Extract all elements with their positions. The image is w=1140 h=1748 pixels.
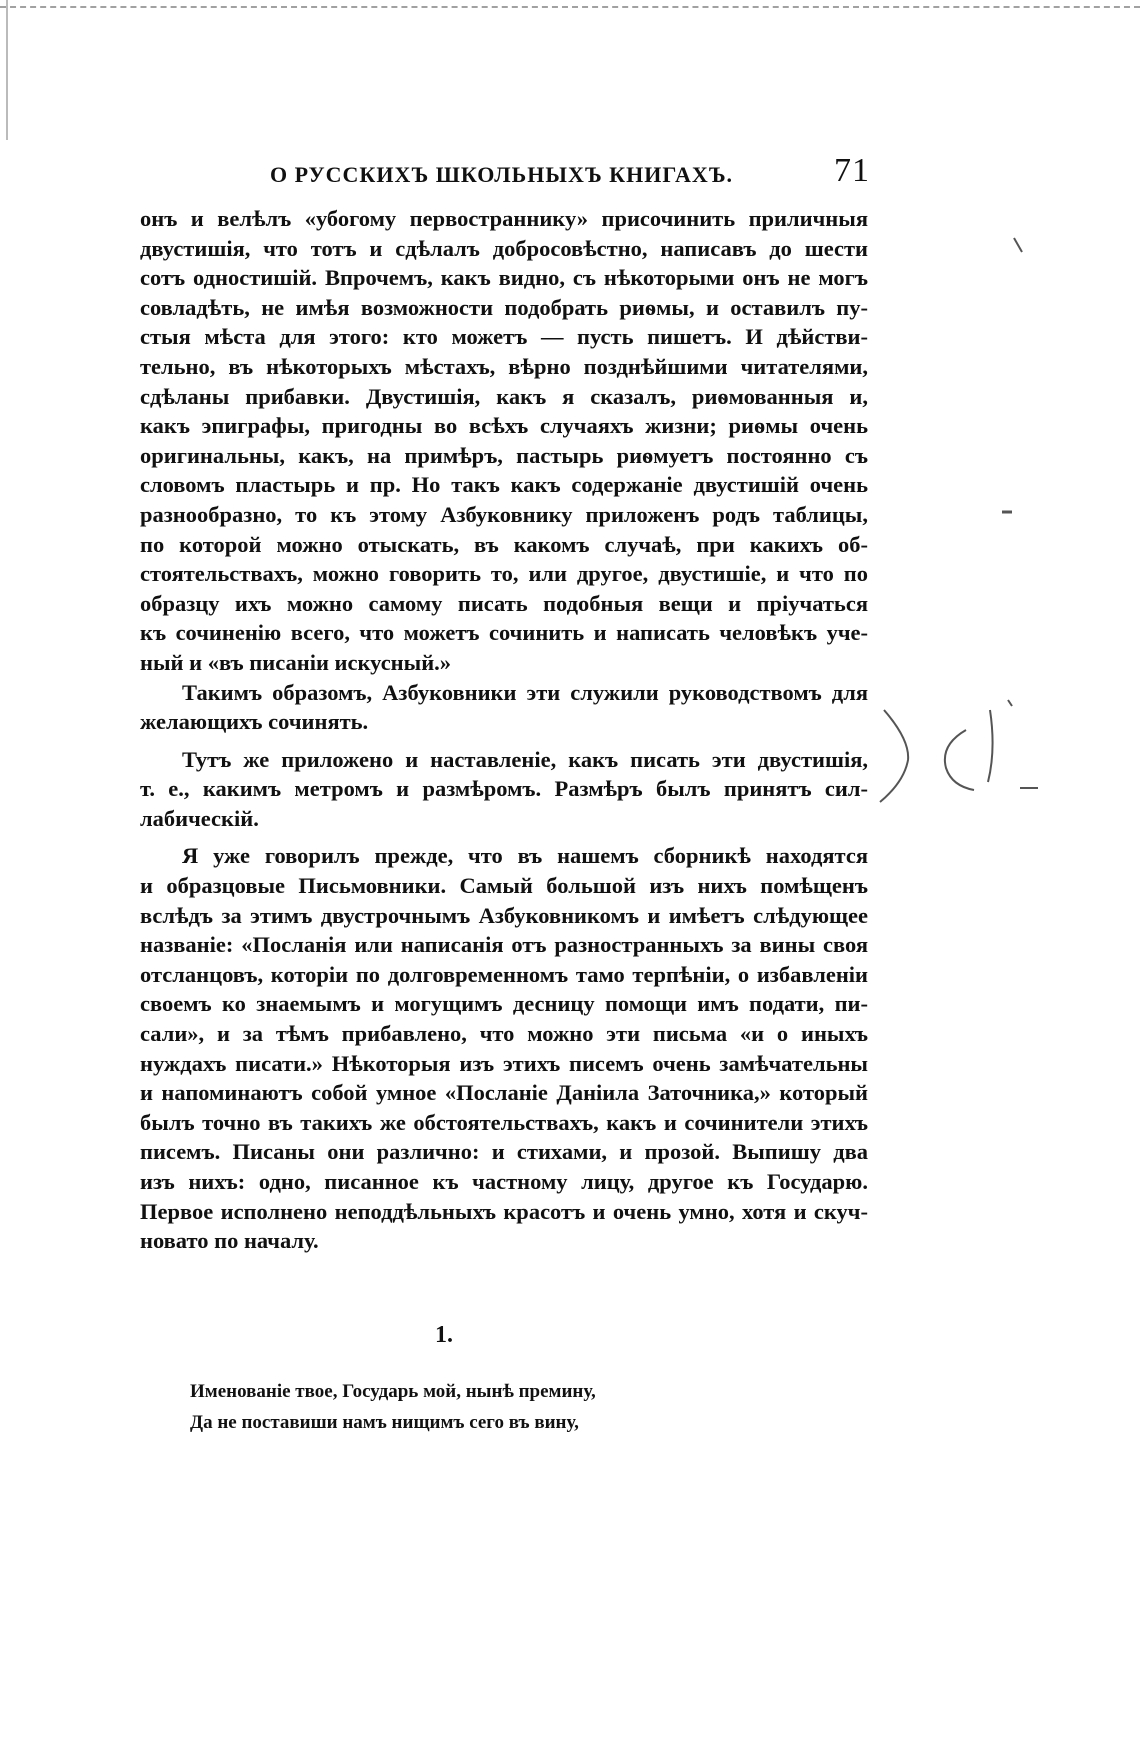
margin-tick-icon <box>1012 236 1026 256</box>
running-title: О РУССКИХЪ ШКОЛЬНЫХЪ КНИГАХЪ. <box>270 162 734 187</box>
text-line: Первое исполнено неподдѣльныхъ красотъ и очень умно, хотя и скуч- <box>140 1198 868 1224</box>
scan-edge-top <box>0 6 1140 8</box>
text-line: ный и «въ писаніи искусный.» <box>140 649 452 675</box>
text-line: названіе: «Посланія или написанія отъ разностранныхъ за вины своя <box>140 932 868 958</box>
text-line: стоятельствахъ, можно говорить то, или другое, двустишіе, и что по <box>140 561 868 587</box>
text-line: Такимъ образомъ, Азбуковники эти служили руководствомъ для <box>182 679 868 705</box>
text-line: словомъ пластырь и пр. Но такъ какъ содержаніе двустишій очень <box>140 472 868 498</box>
section-number: 1. <box>435 1322 453 1348</box>
paragraph-gap <box>140 737 868 745</box>
page-number: 71 <box>834 152 870 189</box>
text-line: изъ нихъ: одно, писанное къ частному лицу, другое къ Государю. <box>140 1169 868 1194</box>
pencil-marginalia-icon <box>870 690 1070 820</box>
text-line: онъ и велѣлъ «убогому первостраннику» присочинить приличныя <box>140 206 868 231</box>
margin-dash-icon <box>1000 508 1014 516</box>
text-line: совладѣть, не имѣя возможности подобрать риѳмы, и оставилъ пу- <box>140 294 868 320</box>
text-line: разнообразно, то къ этому Азбуковнику приложенъ родъ таблицы, <box>140 501 868 527</box>
text-line: тельно, въ нѣкоторыхъ мѣстахъ, вѣрно позднѣйшими читателями, <box>140 353 868 379</box>
text-line: и образцовые Письмовники. Самый большой изъ нихъ помѣщенъ <box>140 873 868 899</box>
text-line: двустишія, что тотъ и сдѣлалъ добросовѣстно, написавъ до шести <box>140 235 868 261</box>
text-line: писемъ. Писаны они различно: и стихами, и прозой. Выпишу два <box>140 1139 868 1165</box>
text-line: Тутъ же приложено и наставленіе, какъ писать эти двустишія, <box>182 746 868 772</box>
text-line: по которой можно отыскать, въ какомъ случаѣ, при какихъ об- <box>140 531 868 557</box>
text-line: къ сочиненію всего, что можетъ сочинить и написать человѣкъ уче- <box>140 620 868 646</box>
scan-edge-left <box>6 0 8 140</box>
paragraph-gap <box>140 833 868 841</box>
verse-block <box>190 1376 660 1438</box>
text-line: сдѣланы прибавки. Двустишія, какъ я сказалъ, риѳмованныя и, <box>140 383 868 409</box>
text-line: отсланцовъ, которіи по долговременномъ тамо терпѣніи, о избавленіи <box>140 961 868 987</box>
text-line: оригинальны, какъ, на примѣръ, пастырь риѳмуетъ постоянно съ <box>140 442 868 468</box>
text-line: лабическій. <box>140 805 259 831</box>
text-line: Я уже говорилъ прежде, что въ нашемъ сборникѣ находятся <box>182 843 868 869</box>
text-line: былъ точно въ такихъ же обстоятельствахъ, какъ и сочинители этихъ <box>140 1109 868 1135</box>
verse-line: Да не поставиши намъ нищимъ сего въ вину, <box>190 1412 579 1433</box>
text-line: желающихъ сочинять. <box>140 709 369 735</box>
text-line: стыя мѣста для этого: кто можетъ — пусть пишетъ. И дѣйстви- <box>140 324 868 350</box>
text-line: и напоминаютъ собой умное «Посланіе Даніила Заточника,» который <box>140 1080 868 1106</box>
verse-line: Именованіе твое, Государь мой, нынѣ премину, <box>190 1381 596 1402</box>
text-line: новато по началу. <box>140 1228 319 1254</box>
text-line: т. е., какимъ метромъ и размѣромъ. Размѣръ былъ принятъ сил- <box>140 776 868 802</box>
text-line: образцу ихъ можно самому писать подобныя вещи и пріучаться <box>140 590 868 616</box>
text-line: какъ эпиграфы, пригодны во всѣхъ случаяхъ жизни; риѳмы очень <box>140 413 868 439</box>
text-line: нуждахъ писати.» Нѣкоторыя изъ этихъ писемъ очень замѣчательны <box>140 1050 868 1076</box>
text-line: вслѣдъ за этимъ двустрочнымъ Азбуковникомъ и имѣетъ слѣдующее <box>140 902 868 928</box>
text-line: сотъ одностишій. Впрочемъ, какъ видно, съ нѣкоторыми онъ не могъ <box>140 265 868 291</box>
text-line: своемъ ко знаемымъ и могущимъ десницу помощи имъ подати, пи- <box>140 991 868 1017</box>
text-line: сали», и за тѣмъ прибавлено, что можно эти письма «и о иныхъ <box>140 1021 868 1047</box>
body-text <box>140 204 868 1256</box>
